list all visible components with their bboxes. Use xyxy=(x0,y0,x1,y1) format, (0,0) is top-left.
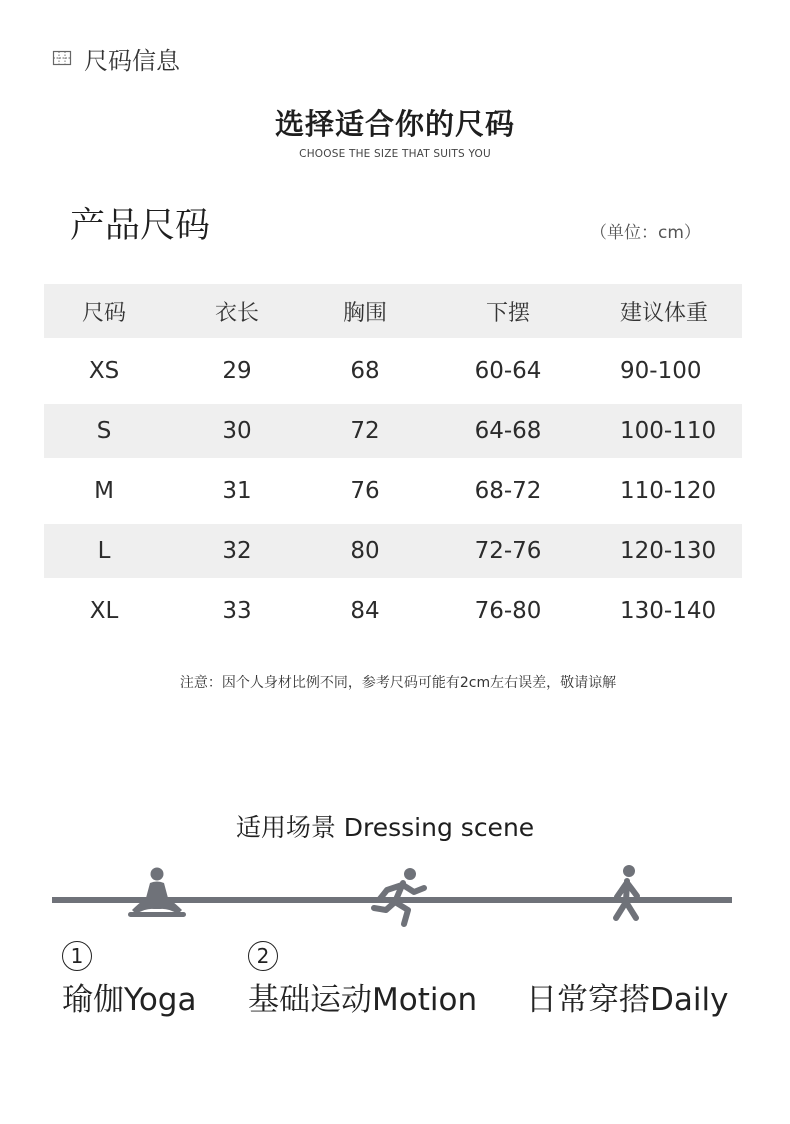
scene-label-daily: 日常穿搭Daily xyxy=(526,982,729,1018)
scene-label-yoga: 瑜伽Yoga xyxy=(62,982,197,1018)
table-cell: 76-80 xyxy=(474,598,542,624)
table-header-cell: 衣长 xyxy=(214,300,259,326)
scene-timeline xyxy=(0,850,790,940)
table-row xyxy=(44,524,742,578)
size-table xyxy=(44,284,742,644)
table-row xyxy=(44,458,742,524)
table-cell: 80 xyxy=(350,538,380,564)
table-cell: 72-76 xyxy=(474,538,542,564)
table-cell: 90-100 xyxy=(620,358,702,384)
table-cell: 31 xyxy=(222,478,252,504)
size-disclaimer: 注意：因个人身材比例不同，参考尺码可能有2cm左右误差，敬请谅解 xyxy=(179,675,617,691)
table-header-cell: 胸围 xyxy=(342,300,387,326)
table-cell: 33 xyxy=(222,598,252,624)
ruler-grid-icon xyxy=(52,48,72,68)
scene-number-1: 1 xyxy=(62,940,92,971)
table-cell: L xyxy=(97,538,111,564)
scenes-title: 适用场景 Dressing scene xyxy=(235,813,535,842)
table-cell: 68-72 xyxy=(474,478,542,504)
table-cell: XL xyxy=(89,598,119,624)
page-subtitle: CHOOSE THE SIZE THAT SUITS YOU xyxy=(299,148,491,160)
scene-label-motion: 基础运动Motion xyxy=(248,982,478,1018)
walking-person-icon xyxy=(616,865,637,918)
table-row xyxy=(44,338,742,404)
table-cell: 32 xyxy=(222,538,252,564)
table-cell: 30 xyxy=(222,418,252,444)
table-header-row xyxy=(44,284,742,338)
section-title: 尺码信息 xyxy=(84,46,180,75)
table-row xyxy=(44,578,742,644)
table-cell: 84 xyxy=(350,598,380,624)
table-cell: 130-140 xyxy=(620,598,717,624)
table-cell: 72 xyxy=(350,418,380,444)
table-cell: 64-68 xyxy=(474,418,542,444)
table-cell: 100-110 xyxy=(620,418,717,444)
yoga-meditation-icon xyxy=(128,868,186,918)
table-cell: XS xyxy=(88,358,120,384)
table-header-cell: 尺码 xyxy=(81,300,126,326)
running-person-icon xyxy=(374,868,424,924)
table-cell: 60-64 xyxy=(474,358,542,384)
table-cell: 68 xyxy=(350,358,380,384)
table-cell: 110-120 xyxy=(620,478,717,504)
table-cell: M xyxy=(94,478,114,504)
unit-label: （单位：cm） xyxy=(590,223,701,243)
table-cell: 29 xyxy=(222,358,252,384)
table-header-cell: 下摆 xyxy=(485,300,530,326)
table-cell: 76 xyxy=(350,478,380,504)
table-header-cell: 建议体重 xyxy=(620,300,709,326)
product-size-heading: 产品尺码 xyxy=(70,206,211,246)
page-title: 选择适合你的尺码 xyxy=(274,107,515,141)
table-cell: 120-130 xyxy=(620,538,717,564)
table-row xyxy=(44,404,742,458)
section-header xyxy=(52,40,180,76)
scene-number-2: 2 xyxy=(248,940,278,971)
table-cell: S xyxy=(96,418,112,444)
